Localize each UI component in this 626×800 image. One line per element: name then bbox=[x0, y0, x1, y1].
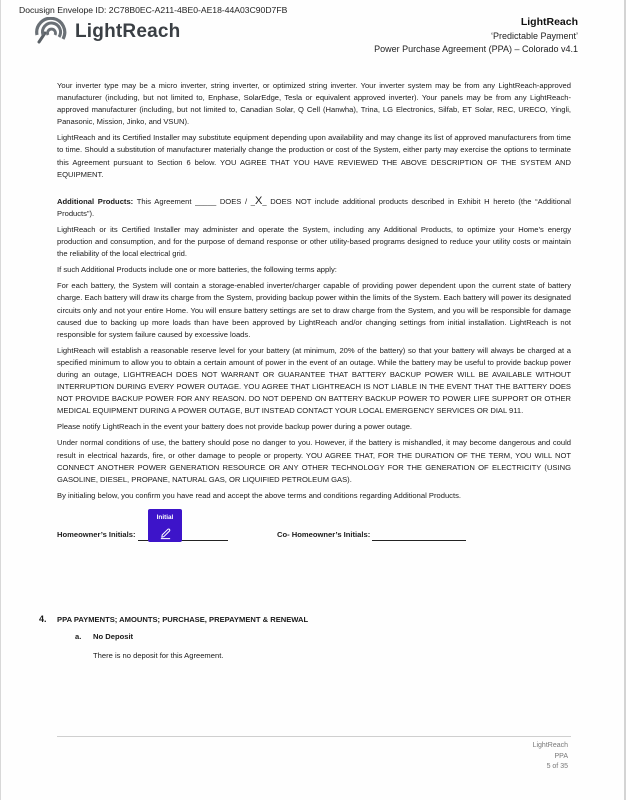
homeowner-initials bbox=[57, 529, 228, 541]
co-homeowner-initials-line[interactable] bbox=[372, 532, 466, 541]
paragraph-danger: Under normal conditions of use, the battery should pose no danger to you. However, if the battery is mishandled, it may become dangerous and could result in electrical hazards, fire, or other damage to people or property. YOU AGREE THAT, FOR THE DURATION OF THE TERM, YOU WILL NOT CONNECT ANOTHER POWER GENERATION RESOURCE OR ANY OTHER TECHNOLOGY FOR THE GENERATION OF ELECTRICITY (USING GASOLINE, DIESEL, PROPANE, NATURAL GAS, OR LIQUIFIED PETROLEUM GAS). bbox=[57, 438, 571, 484]
co-homeowner-initials-label: Co- Homeowner’s Initials: bbox=[277, 529, 371, 539]
header-brand: LightReach bbox=[520, 16, 578, 28]
header-subtitle: ‘Predictable Payment’ bbox=[490, 31, 578, 41]
paragraph-inverter: Your inverter type may be a micro inverter, string inverter, or optimized string inverter. Your inverter system may be from any LightReach-approved manufacturer (including, but not limited to, Enphase, SolarEdge, Tesla or equivalent approved inverter). Your panels may be from any LightReach-approved manufacturer (including, but not limited to, Canadian Solar, Q Cell (Hanwha), Trina, LG Electronics, Silfab, ET Solar, REC, URECO, Yingli, Panasonic, Mission, Jinko, and VSUN). bbox=[57, 81, 571, 127]
logo-text: LightReach bbox=[75, 21, 181, 42]
paragraph-administer: LightReach or its Certified Installer may administer and operate the System, including any Additional Products, to optimize your Home’s energy production and consumption, and for the purpose of demand response or other utility-based programs designed to reduce your utility costs or maintain the reliability of the local electrical grid. bbox=[57, 224, 571, 259]
additional-products-text-after: _ DOES NOT include additional products described in Exhibit H hereto (the “Additional Products”). bbox=[57, 196, 571, 218]
page-footer bbox=[533, 741, 568, 773]
paragraph-substitution: LightReach and its Certified Installer may substitute equipment depending upon availability and may change its list of approved manufacturers from time to time. Should a substitution of manufacturer materially change the production or cost of the System, either party may exercise the options to terminate this Agreement pursuant to Section 6 below. YOU AGREE THAT YOU HAVE REVIEWED THE ABOVE DESCRIPTION OF THE SYSTEM AND EQUIPMENT. bbox=[57, 133, 571, 179]
initial-button-label: Initial bbox=[156, 513, 174, 521]
co-homeowner-initials bbox=[277, 529, 466, 541]
initial-signature-button[interactable] bbox=[148, 509, 182, 542]
pen-icon bbox=[159, 527, 172, 540]
docusign-envelope-id: Docusign Envelope ID: 2C78B0EC-A211-4BE0-AE18-44A03C90D7FB bbox=[19, 5, 288, 15]
initials-row bbox=[57, 506, 571, 546]
does-not-x-mark: X bbox=[254, 194, 263, 207]
paragraph-batteries-intro: If such Additional Products include one or more batteries, the following terms apply: bbox=[57, 265, 337, 275]
footer-brand: LightReach bbox=[532, 742, 568, 749]
section-title: PPA PAYMENTS; AMOUNTS; PURCHASE, PREPAYMENT & RENEWAL bbox=[57, 615, 309, 624]
subsection-title: No Deposit bbox=[93, 632, 134, 641]
header-doc-title: Power Purchase Agreement (PPA) – Colorado v4.1 bbox=[374, 44, 578, 54]
paragraph-additional-products bbox=[57, 195, 571, 220]
document-header bbox=[374, 16, 578, 56]
subsection-body: There is no deposit for this Agreement. bbox=[93, 651, 224, 660]
subsection-letter: a. bbox=[75, 632, 82, 641]
footer-divider bbox=[57, 736, 571, 737]
footer-page-number: 5 of 35 bbox=[546, 763, 568, 770]
footer-doc: PPA bbox=[554, 752, 568, 760]
paragraph-reserve-level: LightReach will establish a reasonable reserve level for your battery (at minimum, 20% of the battery) so that your battery will always be charged at a specified minimum to allow you to obtain a certain amount of power in the event of an outage. While the battery may be useful to provide backup power during an outage, LIGHTREACH DOES NOT WARRANT OR GUARANTEE THAT BATTERY BACKUP POWER WILL BE AVAILABLE WITHOUT INTERRUPTION DURING EVERY POWER OUTAGE. YOU AGREE THAT LIGHTREACH IS NOT LIABLE IN THE EVENT THAT THE BATTERY DOES NOT PROVIDE BACKUP POWER FOR ANY REASON. DO NOT DEPEND ON BATTERY BACKUP POWER TO POWER LIFE SUPPORT OR OTHER MEDICAL EQUIPMENT DURING A POWER OUTAGE, BUT INSTEAD CONTACT YOUR LOCAL EMERGENCY SERVICES OR DIAL 911. bbox=[57, 345, 571, 416]
homeowner-initials-label: Homeowner’s Initials: bbox=[57, 529, 136, 539]
paragraph-notify: Please notify LightReach in the event your battery does not provide backup power during a power outage. bbox=[57, 422, 413, 432]
lightreach-arcs-icon bbox=[33, 17, 69, 45]
section-number: 4. bbox=[39, 614, 47, 624]
additional-products-text-before: This Agreement _____ DOES / _ bbox=[133, 196, 255, 206]
document-body bbox=[57, 80, 571, 546]
paragraph-initialing: By initialing below, you confirm you have read and accept the above terms and conditions regarding Additional Products. bbox=[57, 490, 461, 500]
lightreach-logo bbox=[33, 17, 180, 45]
paragraph-battery-inverter: For each battery, the System will contain a storage-enabled inverter/charger capable of providing power dependent upon the current state of battery charge. Each battery will draw its charge from the System, providing backup power within the limits of the System. Each battery will power its designated circuits only and not your entire Home. You will ensure battery settings are set to draw charge from the System, and you will be responsible for damage caused due to backing up more loads than have been approved by LightReach and/or changing settings from initial installation. LightReach is not responsible for system failure caused by excessive loads. bbox=[57, 281, 571, 339]
additional-products-label: Additional Products: bbox=[57, 196, 134, 206]
